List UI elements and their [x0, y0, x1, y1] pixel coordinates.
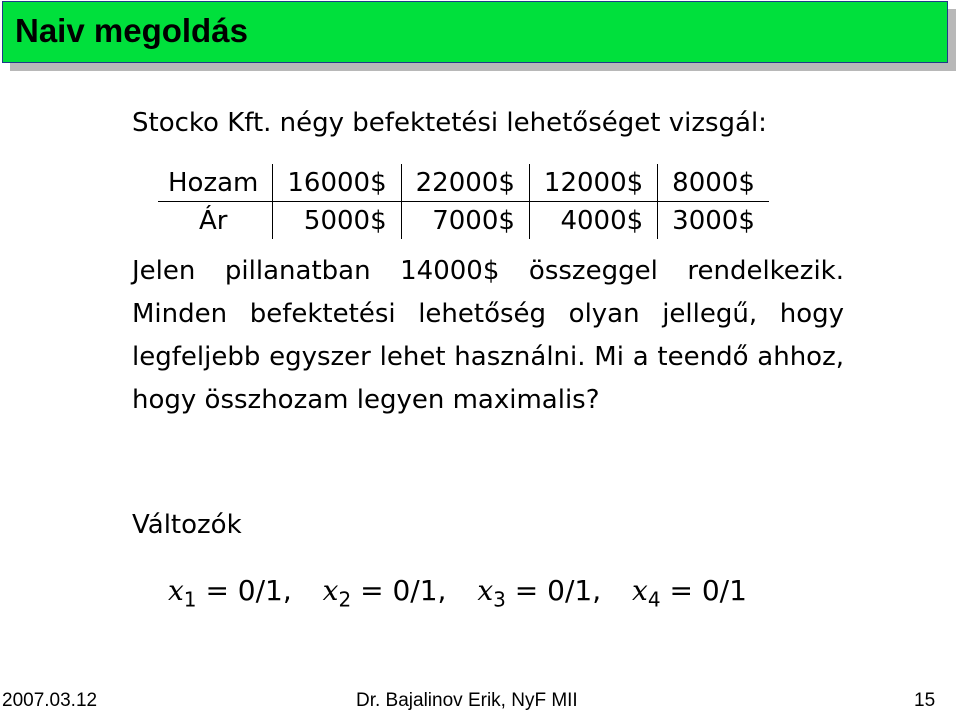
- table-cell: 7000$: [401, 202, 529, 240]
- table-cell: 3000$: [658, 202, 769, 240]
- table-cell: 8000$: [658, 164, 769, 202]
- table-cell: 16000$: [273, 164, 401, 202]
- investment-table: [158, 164, 769, 239]
- row-label: Hozam: [158, 164, 273, 202]
- footer-author: Dr. Bajalinov Erik, NyF MII: [356, 690, 578, 711]
- title-bar: [2, 1, 948, 63]
- table-cell: 22000$: [401, 164, 529, 202]
- footer-date: 2007.03.12: [2, 690, 98, 711]
- table-row: [158, 164, 769, 202]
- table-cell: 12000$: [529, 164, 657, 202]
- table-cell: 5000$: [273, 202, 401, 240]
- problem-statement: Jelen pillanatban 14000$ összeggel rendelkezik. Minden befektetési lehetőség olyan jellegű, hogy legfeljebb egyszer lehet használni. Mi a teendő ahhoz, hogy összhozam legyen maximalis?: [132, 256, 844, 415]
- table-cell: 4000$: [529, 202, 657, 240]
- variables-heading: Változók: [132, 510, 242, 540]
- variable-x3: $x_3 = 0/1$,: [477, 574, 602, 612]
- page-number: 15: [914, 690, 936, 711]
- variable-x1: $x_1 = 0/1$,: [168, 574, 292, 612]
- variables-line: [168, 574, 769, 612]
- row-label: Ár: [198, 205, 228, 236]
- variable-x4: $x_4 = 0/1$: [632, 574, 747, 612]
- table-row: [158, 202, 769, 240]
- intro-text: Stocko Kft. négy befektetési lehetőséget vizsgál:: [132, 108, 767, 138]
- page-title: Naiv megoldás: [15, 12, 248, 49]
- variable-x2: $x_2 = 0/1$,: [322, 574, 447, 612]
